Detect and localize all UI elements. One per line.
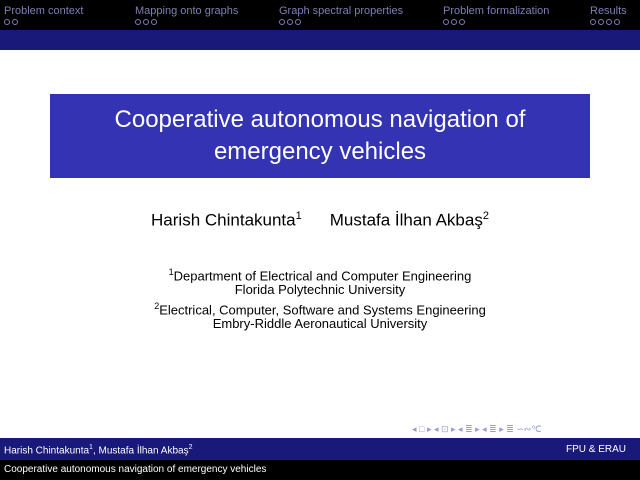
footer-title-bar xyxy=(0,460,640,480)
section-slide-dots xyxy=(443,19,465,27)
slide-dot[interactable] xyxy=(295,19,301,25)
section-slide-dots xyxy=(590,19,620,27)
affil-2-dept-text: Electrical, Computer, Software and Systems Engineering xyxy=(159,302,486,318)
title-box xyxy=(50,94,590,178)
affiliation-1-univ: Florida Polytechnic University xyxy=(234,282,406,297)
nav-section-problem-context[interactable]: Problem context xyxy=(4,5,84,17)
slide-dot[interactable] xyxy=(4,19,10,25)
footer-author-2-mark: 2 xyxy=(188,444,193,451)
slide-dot[interactable] xyxy=(598,19,604,25)
title-line-2: emergency vehicles xyxy=(213,138,427,165)
nav-section-mapping-onto-graphs[interactable]: Mapping onto graphs xyxy=(135,5,239,17)
slide-dot[interactable] xyxy=(443,19,449,25)
affil-1-dept-text: Department of Electrical and Computer Engineering xyxy=(173,268,472,284)
nav-section-graph-spectral-properties[interactable]: Graph spectral properties xyxy=(279,5,404,17)
footer-institute: FPU & ERAU xyxy=(565,444,626,455)
nav-section-results[interactable]: Results xyxy=(590,5,627,17)
slide-dot[interactable] xyxy=(151,19,157,25)
footer-authors xyxy=(4,444,192,456)
section-slide-dots xyxy=(135,19,157,27)
slide-dot[interactable] xyxy=(606,19,612,25)
footer-author-separator: , xyxy=(92,445,99,457)
author-2: Mustafa İlhan Akbaş xyxy=(329,210,483,230)
slide-dot[interactable] xyxy=(12,19,18,25)
nav-section-problem-formalization[interactable]: Problem formalization xyxy=(443,5,550,17)
slide-dot[interactable] xyxy=(287,19,293,25)
slide-dot[interactable] xyxy=(143,19,149,25)
slide-dot[interactable] xyxy=(459,19,465,25)
footer-short-title: Cooperative autonomous navigation of emergency vehicles xyxy=(4,464,267,475)
slide-dot[interactable] xyxy=(614,19,620,25)
title-line-1: Cooperative autonomous navigation of xyxy=(114,106,526,133)
slide-dot[interactable] xyxy=(279,19,285,25)
footer-author-1: Harish Chintakunta xyxy=(4,445,90,457)
author-2-affil-mark: 2 xyxy=(482,210,489,222)
slide-dot[interactable] xyxy=(451,19,457,25)
author-line xyxy=(0,210,640,231)
section-slide-dots xyxy=(279,19,301,27)
author-1-affil-mark: 1 xyxy=(295,210,302,222)
footer-author-1-mark: 1 xyxy=(89,444,93,451)
affil-2-mark: 2 xyxy=(154,301,160,311)
beamer-navigation-symbols[interactable]: ◂ □ ▸ ◂ ⊡ ▸ ◂ ≣ ▸ ◂ ≣ ▸ ≣ ∽∾℃ xyxy=(412,424,542,434)
footer-author-bar xyxy=(0,438,640,460)
affil-1-mark: 1 xyxy=(168,267,174,277)
header-band xyxy=(0,30,640,50)
section-slide-dots xyxy=(4,19,18,27)
slide-dot[interactable] xyxy=(135,19,141,25)
section-navigation-bar xyxy=(0,0,640,30)
slide-dot[interactable] xyxy=(590,19,596,25)
footer-author-2: Mustafa İlhan Akbaş xyxy=(98,445,189,457)
affiliation-2-univ: Embry-Riddle Aeronautical University xyxy=(212,316,428,331)
author-1: Harish Chintakunta xyxy=(151,210,296,230)
presentation-title xyxy=(80,104,560,168)
